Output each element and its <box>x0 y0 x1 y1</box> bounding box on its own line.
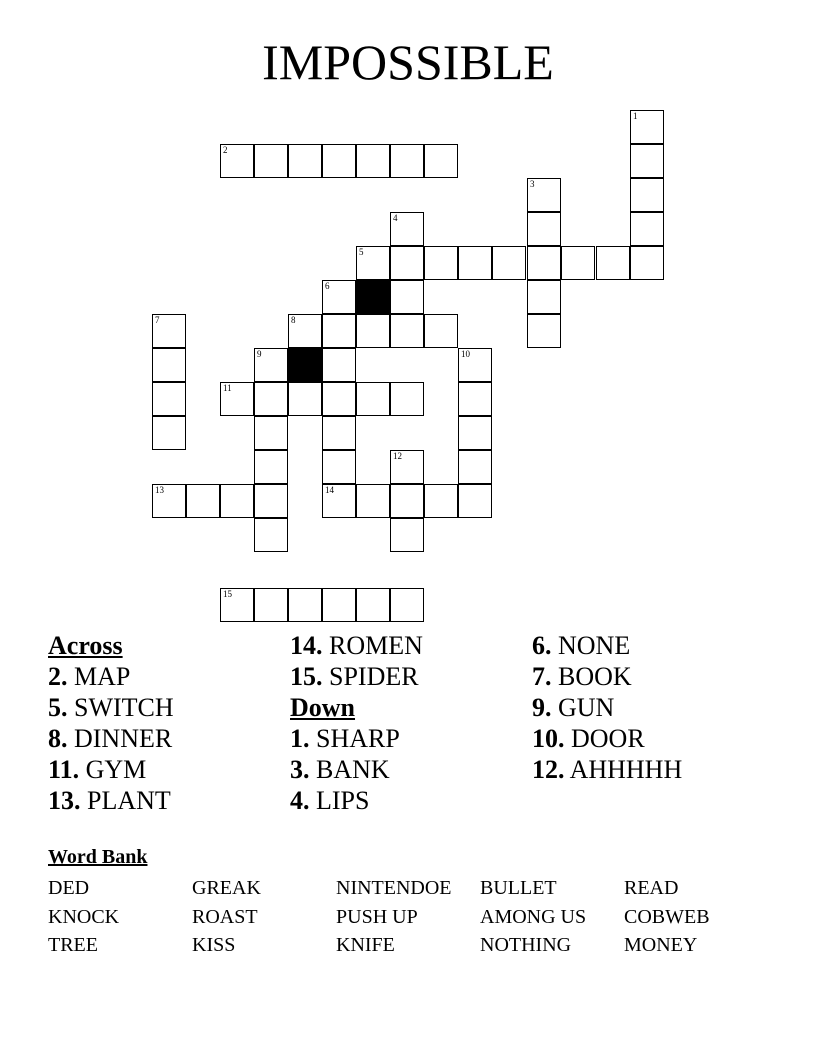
grid-cell-7[interactable] <box>152 314 186 348</box>
grid-cell[interactable] <box>254 144 288 178</box>
grid-cell[interactable] <box>458 484 492 518</box>
grid-cell[interactable] <box>322 314 356 348</box>
clue-number: 5 <box>359 247 364 257</box>
clue-number: 7 <box>155 315 160 325</box>
word-bank-item: KNIFE <box>336 934 395 956</box>
clue-down-4: 4. LIPS <box>290 786 370 815</box>
clue-across-11: 11. GYM <box>48 755 147 784</box>
clue-down-9: 9. GUN <box>532 693 615 722</box>
word-bank-item: GREAK <box>192 877 261 899</box>
word-bank-item: AMONG US <box>480 905 587 928</box>
grid-cell[interactable] <box>561 246 595 280</box>
clue-down-12: 12. AHHHHH <box>532 755 683 784</box>
clue-number: 9 <box>257 349 262 359</box>
word-bank-item: COBWEB <box>624 905 710 928</box>
word-bank-item: BULLET <box>480 877 557 899</box>
grid-cell[interactable] <box>630 144 664 178</box>
across-heading: Across <box>48 631 123 660</box>
grid-cell[interactable] <box>220 484 254 518</box>
grid-cell[interactable] <box>596 246 630 280</box>
grid-cell[interactable] <box>424 246 458 280</box>
grid-cell-12[interactable] <box>390 450 424 484</box>
grid-cell[interactable] <box>424 314 458 348</box>
grid-cell-15[interactable] <box>220 588 254 622</box>
grid-cell[interactable] <box>152 382 186 416</box>
grid-cell-1[interactable] <box>630 110 664 144</box>
grid-cell[interactable] <box>288 144 322 178</box>
grid-cell[interactable] <box>152 348 186 382</box>
grid-cell[interactable] <box>527 280 561 314</box>
clue-number: 8 <box>291 315 296 325</box>
grid-cell-2[interactable] <box>220 144 254 178</box>
word-bank-item: TREE <box>48 934 98 956</box>
clue-column-2 <box>290 630 423 816</box>
grid-cell[interactable] <box>322 144 356 178</box>
grid-cell-13[interactable] <box>152 484 186 518</box>
grid-cell[interactable] <box>390 144 424 178</box>
grid-cell-8[interactable] <box>288 314 322 348</box>
word-bank-item: DED <box>48 877 90 899</box>
clue-number: 10 <box>461 349 470 359</box>
grid-cell[interactable] <box>356 382 390 416</box>
word-bank-item: KNOCK <box>48 905 120 928</box>
word-bank <box>48 874 768 960</box>
grid-cell[interactable] <box>458 246 492 280</box>
grid-cell[interactable] <box>390 518 424 552</box>
word-bank-item: NOTHING <box>480 934 572 956</box>
grid-cell[interactable] <box>630 212 664 246</box>
grid-cell-14[interactable] <box>322 484 356 518</box>
grid-cell[interactable] <box>322 348 356 382</box>
clue-number: 3 <box>530 179 535 189</box>
clue-number: 15 <box>223 589 232 599</box>
word-bank-item: ROAST <box>192 905 258 928</box>
clue-number: 6 <box>325 281 330 291</box>
grid-cell[interactable] <box>288 382 322 416</box>
grid-cell[interactable] <box>390 314 424 348</box>
grid-cell[interactable] <box>424 484 458 518</box>
grid-cell[interactable] <box>527 314 561 348</box>
clue-down-1: 1. SHARP <box>290 724 400 753</box>
grid-cell[interactable] <box>254 588 288 622</box>
grid-cell[interactable] <box>390 588 424 622</box>
puzzle-title: IMPOSSIBLE <box>262 34 554 90</box>
grid-cell[interactable] <box>492 246 526 280</box>
grid-cell[interactable] <box>527 212 561 246</box>
clue-number: 4 <box>393 213 398 223</box>
grid-cell[interactable] <box>322 416 356 450</box>
word-bank-item: PUSH UP <box>336 905 418 928</box>
clue-number: 13 <box>155 485 164 495</box>
grid-cell[interactable] <box>152 416 186 450</box>
grid-cell-10[interactable] <box>458 348 492 382</box>
grid-cell-9[interactable] <box>254 348 288 382</box>
word-bank-item: MONEY <box>624 934 698 956</box>
grid-cell[interactable] <box>356 144 390 178</box>
clue-column-3 <box>532 630 682 785</box>
grid-cell[interactable] <box>254 450 288 484</box>
black-cell <box>288 348 322 382</box>
grid-cell[interactable] <box>322 450 356 484</box>
clue-number: 2 <box>223 145 228 155</box>
grid-cell[interactable] <box>527 246 561 280</box>
clue-across-2: 2. MAP <box>48 662 131 691</box>
word-bank-item: KISS <box>192 934 236 956</box>
grid-cell[interactable] <box>458 382 492 416</box>
grid-cell[interactable] <box>458 416 492 450</box>
clue-column-1 <box>48 630 174 816</box>
grid-cell[interactable] <box>630 246 664 280</box>
grid-cell-4[interactable] <box>390 212 424 246</box>
grid-cell[interactable] <box>390 484 424 518</box>
clue-down-3: 3. BANK <box>290 755 390 784</box>
clue-down-10: 10. DOOR <box>532 724 645 753</box>
clue-down-7: 7. BOOK <box>532 662 632 691</box>
word-bank-heading: Word Bank <box>48 846 148 868</box>
clue-across-14: 14. ROMEN <box>290 631 423 660</box>
word-bank-item: NINTENDOE <box>336 877 452 899</box>
clue-number: 14 <box>325 485 334 495</box>
clue-across-8: 8. DINNER <box>48 724 173 753</box>
clue-down-6: 6. NONE <box>532 631 631 660</box>
clue-number: 11 <box>223 383 232 393</box>
grid-cell[interactable] <box>458 450 492 484</box>
grid-cell[interactable] <box>424 144 458 178</box>
word-bank-item: READ <box>624 877 679 899</box>
grid-cell[interactable] <box>288 588 322 622</box>
grid-cell[interactable] <box>322 588 356 622</box>
grid-cell[interactable] <box>254 484 288 518</box>
grid-cell-11[interactable] <box>220 382 254 416</box>
black-cell <box>356 280 390 314</box>
clue-across-13: 13. PLANT <box>48 786 171 815</box>
grid-cell[interactable] <box>254 416 288 450</box>
grid-cell-3[interactable] <box>527 178 561 212</box>
grid-cell[interactable] <box>390 280 424 314</box>
clue-number: 12 <box>393 451 402 461</box>
grid-cell[interactable] <box>390 382 424 416</box>
clue-number: 1 <box>633 111 638 121</box>
grid-cell[interactable] <box>254 382 288 416</box>
grid-cell[interactable] <box>356 588 390 622</box>
grid-cell[interactable] <box>186 484 220 518</box>
grid-cell[interactable] <box>630 178 664 212</box>
grid-cell[interactable] <box>322 382 356 416</box>
clue-across-5: 5. SWITCH <box>48 693 174 722</box>
grid-cell[interactable] <box>254 518 288 552</box>
grid-cell[interactable] <box>390 246 424 280</box>
grid-cell[interactable] <box>356 484 390 518</box>
grid-cell-5[interactable] <box>356 246 390 280</box>
grid-cell[interactable] <box>356 314 390 348</box>
grid-cell-6[interactable] <box>322 280 356 314</box>
clue-across-15: 15. SPIDER <box>290 662 419 691</box>
down-heading: Down <box>290 693 356 722</box>
